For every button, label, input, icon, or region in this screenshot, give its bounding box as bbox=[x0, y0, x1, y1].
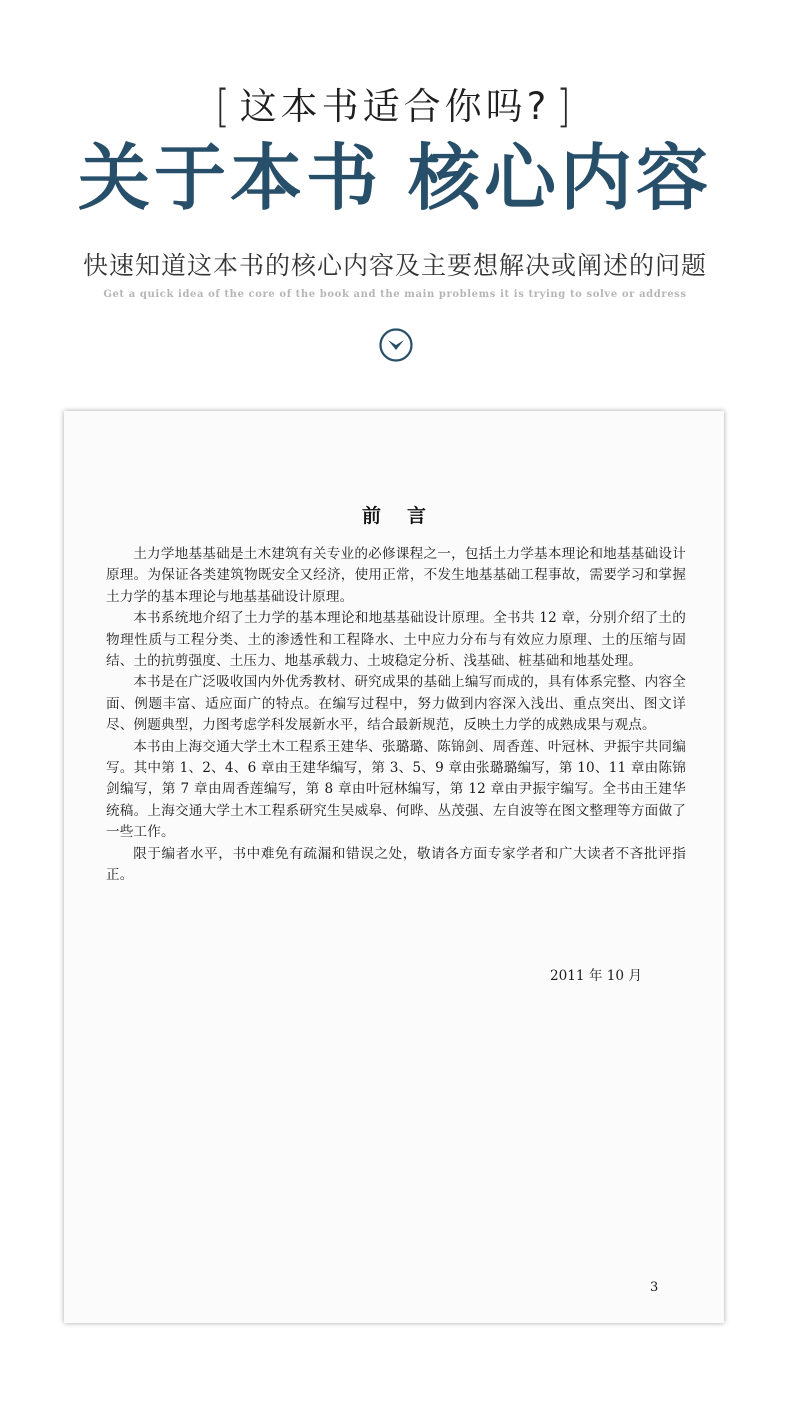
question-text: 这本书适合你吗? bbox=[239, 85, 551, 128]
left-bracket: [ bbox=[215, 80, 234, 133]
preface-date: 2011 年 10 月 bbox=[549, 968, 642, 984]
intro-header bbox=[0, 0, 790, 400]
preface-title: 前言 bbox=[361, 505, 452, 527]
subtitle: 快速知道这本书的核心内容及主要想解决或阐述的问题 bbox=[82, 251, 707, 280]
question-heading bbox=[0, 76, 790, 133]
preface-paragraph: 限于编者水平，书中难免有疏漏和错误之处，敬请各方面专家学者和广大读者不吝批评指正。 bbox=[106, 845, 686, 884]
main-title bbox=[0, 135, 790, 220]
preface-paragraph: 本书是在广泛吸收国内外优秀教材、研究成果的基础上编写而成的，具有体系完整、内容全面、例题丰富、适应面广的特点。在编写过程中，努力做到内容深入浅出、重点突出、图文详尽、例题典型，力图考虑学科发展新水平，结合最新规范，反映土力学的成熟成果与观点。 bbox=[106, 674, 686, 734]
book-page-scan bbox=[64, 411, 724, 1323]
preface-body bbox=[106, 544, 686, 887]
preface-paragraph: 本书由上海交通大学土木工程系王建华、张璐璐、陈锦剑、周香莲、叶冠林、尹振宇共同编写。其中第 1、2、4、6 章由王建华编写，第 3、5、9 章由张璐璐编写，第 10、11 章由陈锦剑编写，第 7 章由周香莲编写，第 8 章由叶冠林编写，第 12 章由尹振宇编写。全书由王建华统稿。上海交通大学土木工程系研究生吴威皋、何晔、丛茂强、左自波等在图文整理等方面做了一些工作。 bbox=[106, 738, 686, 841]
chevron-down-circle-icon bbox=[379, 328, 413, 362]
main-title-part2: 核心内容 bbox=[408, 135, 713, 220]
page-number: 3 bbox=[650, 1280, 659, 1295]
preface-paragraph: 本书系统地介绍了土力学的基本理论和地基基础设计原理。全书共 12 章，分别介绍了土的物理性质与工程分类、土的渗透性和工程降水、土中应力分布与有效应力原理、土的压缩与固结、土的抗剪强度、土压力、地基承载力、土坡稳定分析、浅基础、桩基础和地基处理。 bbox=[106, 610, 686, 670]
main-title-part1: 关于本书 bbox=[77, 135, 382, 220]
preface-paragraph: 土力学地基基础是土木建筑有关专业的必修课程之一，包括土力学基本理论和地基基础设计原理。为保证各类建筑物既安全又经济，使用正常，不发生地基基础工程事故，需要学习和掌握土力学的基本理论与地基基础设计原理。 bbox=[106, 546, 686, 605]
right-bracket: ] bbox=[556, 80, 575, 133]
english-subtitle: Get a quick idea of the core of the book and the main problems it is trying to solve or address bbox=[103, 289, 687, 300]
